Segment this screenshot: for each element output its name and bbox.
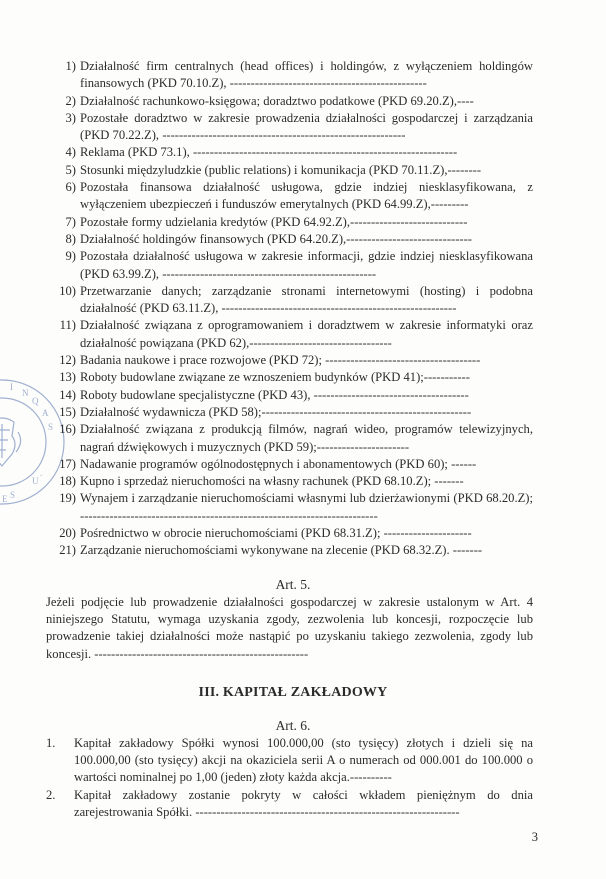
activity-number: 16) [59, 422, 76, 437]
activity-number: 7) [65, 214, 76, 229]
activity-text: Pozostała działalność usługowa w zakresie informacji, gdzie indziej niesklasyfikowana (PKD 63.99.Z), --------------------------------------------------- [80, 249, 533, 281]
capital-item-text: Kapitał zakładowy Spółki wynosi 100.000,00 (sto tysięcy) złotych i dzieli się na 100.000,00 (sto tysięcy) akcji na okaziciela serii A o numerach od 000.001 do 100.000 o wartości nominalnej po 1,00 (jeden) złoty każda akcja.---------- [74, 735, 533, 785]
art5-paragraph: Jeżeli podjęcie lub prowadzenie działalności gospodarczej w zakresie ustalonym w Art. 4 niniejszego Statutu, wymaga uzyskania zgody, zezwolenia lub koncesji, rozpoczęcie lub prowadzenie takiej działalności może nastąpić po uzyskaniu takiego zezwolenia, zgody lub koncesji. --------------------------------------------------- [46, 594, 533, 661]
activity-item [53, 231, 533, 248]
activity-item [53, 542, 533, 559]
art6-heading: Art. 6. [275, 717, 311, 733]
capital-item-number: 2. [46, 787, 56, 802]
capital-item-text: Kapitał zakładowy zostanie pokryty w całości wkładem pieniężnym do dnia zarejestrowania Spółki. --------------------------------------------------------------- [74, 787, 533, 819]
activity-text: Działalność firm centralnych (head offices) i holdingów, z wyłączeniem holdingów finansowych (PKD 70.10.Z), ----------------------------------------------- [80, 59, 533, 91]
activity-text: Roboty budowlane związane ze wznoszeniem budynków (PKD 41);----------- [80, 370, 470, 385]
svg-text:N: N [22, 388, 29, 398]
svg-text:.: . [40, 468, 43, 478]
activity-number: 2) [65, 93, 76, 108]
activity-item [53, 214, 533, 231]
svg-text:A: A [42, 408, 49, 418]
activity-item [53, 317, 533, 352]
activity-number: 3) [65, 110, 76, 125]
svg-text:U: U [32, 476, 39, 486]
activity-number: 1) [65, 59, 76, 73]
svg-text:S: S [48, 422, 54, 432]
activity-text: Pozostałe doradztwo w zakresie prowadzenia działalności gospodarczej i zarządzania (PKD 70.22.Z), ---------------------------------------------------------- [80, 110, 533, 143]
activity-text: Wynajem i zarządzanie nieruchomościami własnymi lub dzierżawionymi (PKD 68.20.Z); ----------------------------------------------------------------------- [80, 491, 533, 523]
activity-item [53, 144, 533, 161]
activity-text: Pozostałe formy udzielania kredytów (PKD 64.92.Z),---------------------------- [80, 214, 468, 229]
activity-item [53, 473, 533, 490]
activity-text: Pośrednictwo w obrocie nieruchomościami (PKD 68.31.Z); --------------------- [80, 526, 472, 541]
activity-number: 9) [65, 249, 76, 264]
activity-item [53, 58, 533, 93]
activity-text: Badania naukowe i prace rozwojowe (PKD 72); ------------------------------------- [80, 353, 481, 368]
activity-item [53, 162, 533, 179]
activity-item [53, 93, 533, 110]
activity-number: 11) [59, 318, 76, 333]
activity-item [53, 525, 533, 542]
activity-number: 21) [59, 543, 76, 558]
activity-text: Roboty budowlane specjalistyczne (PKD 43), ------------------------------------- [80, 387, 469, 402]
svg-text:I: I [10, 382, 13, 392]
svg-text:E: E [2, 494, 8, 504]
section-title: III. KAPITAŁ ZAKŁADOWY [198, 684, 388, 700]
page-number: 3 [531, 830, 538, 844]
activity-item [53, 179, 533, 214]
activity-number: 4) [65, 145, 76, 160]
activity-number: 13) [59, 370, 76, 385]
business-activities-list [53, 58, 533, 560]
activity-number: 17) [59, 456, 76, 471]
activity-number: 10) [59, 283, 76, 298]
activity-item [53, 490, 533, 525]
activity-number: 14) [59, 387, 76, 402]
activity-number: 18) [59, 474, 76, 489]
activity-text: Reklama (PKD 73.1), --------------------------------------------------------------- [80, 145, 458, 160]
activity-number: 12) [59, 353, 76, 368]
activity-item [53, 404, 533, 421]
capital-item [46, 787, 533, 822]
activity-text: Działalność rachunkowo-księgowa; doradztwo podatkowe (PKD 69.20.Z),---- [80, 93, 474, 108]
activity-number: 20) [59, 526, 76, 541]
activity-number: 8) [65, 231, 76, 246]
activity-item [53, 352, 533, 369]
activity-text: Przetwarzanie danych; zarządzanie stronami internetowymi (hosting) i podobna działalność (PKD 63.11.Z), -------------------------------------------------------- [80, 283, 533, 316]
art6-list [46, 735, 533, 821]
activity-text: Pozostała finansowa działalność usługowa, gdzie indziej niesklasyfikowana, z wyłączeniem ubezpieczeń i funduszów emerytalnych (PKD 64.99.Z),--------- [80, 180, 533, 212]
activity-item [53, 110, 533, 145]
activity-number: 19) [59, 491, 76, 506]
activity-number: 15) [59, 404, 76, 419]
activity-text: Działalność wydawnicza (PKD 58);-------------------------------------------------- [80, 404, 472, 419]
art5-heading: Art. 5. [275, 576, 311, 592]
activity-number: 5) [65, 162, 76, 177]
activity-text: Kupno i sprzedaż nieruchomości na własny rachunek (PKD 68.10.Z); ------- [80, 474, 464, 489]
activity-item [53, 283, 533, 318]
activity-item [53, 421, 533, 456]
activity-text: Stosunki międzyludzkie (public relations) i komunikacja (PKD 70.11.Z),-------- [80, 162, 482, 177]
activity-item [53, 456, 533, 473]
activity-text: Nadawanie programów ogólnodostępnych i abonamentowych (PKD 60); ------ [80, 456, 477, 471]
activity-item [53, 369, 533, 386]
activity-text: Działalność związana z produkcją filmów, nagrań wideo, programów telewizyjnych, nagrań dźwiękowych i muzycznych (PKD 59);---------------------- [80, 422, 533, 454]
capital-item [46, 735, 533, 787]
activity-text: Działalność holdingów finansowych (PKD 64.20.Z),------------------------------ [80, 231, 472, 246]
activity-text: Działalność związana z oprogramowaniem i doradztwem w zakresie informatyki oraz działalność powiązana (PKD 62),---------------------------------- [80, 318, 533, 350]
activity-item [53, 387, 533, 404]
activity-number: 6) [65, 180, 76, 195]
capital-item-number: 1. [46, 735, 56, 750]
document-content [46, 58, 533, 821]
activity-item [53, 248, 533, 283]
activity-text: Zarządzanie nieruchomościami wykonywane na zlecenie (PKD 68.32.Z). ------- [80, 543, 483, 558]
svg-text:S: S [10, 490, 16, 500]
svg-text:Q: Q [32, 396, 39, 406]
